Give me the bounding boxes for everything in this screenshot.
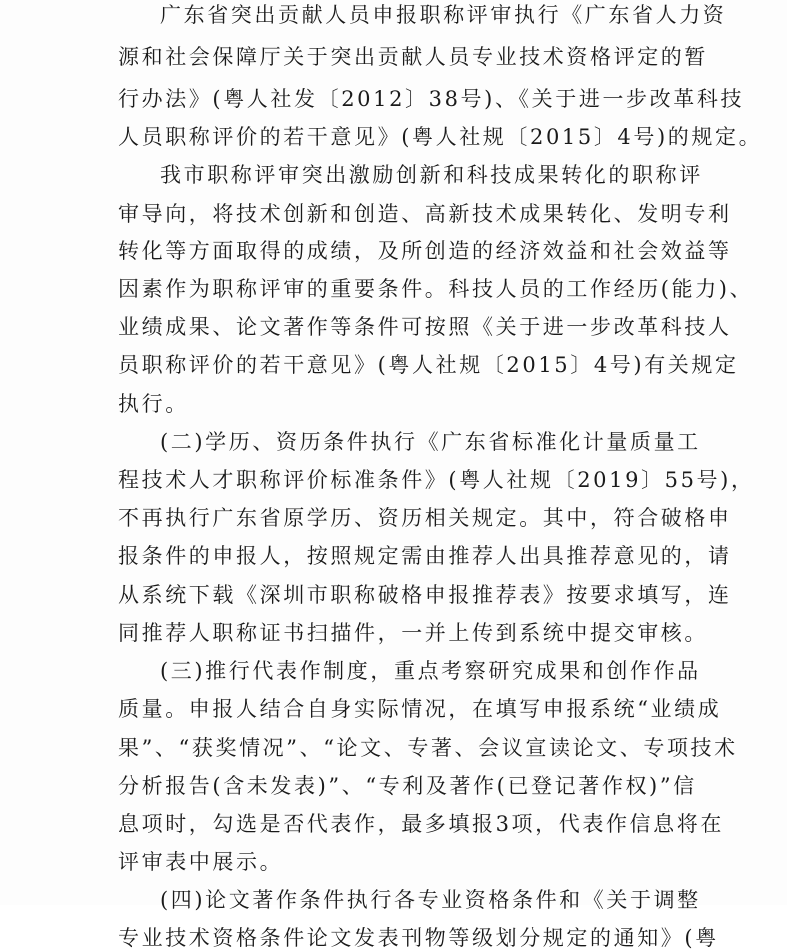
text-line: 专业技术资格条件论文发表刊物等级划分规定的通知》(粤 (118, 926, 719, 950)
text-line: 转化等方面取得的成绩，及所创造的经济效益和社会效益等 (118, 239, 732, 263)
text-line: 同推荐人职称证书扫描件，一并上传到系统中提交审核。 (118, 621, 708, 645)
text-line: 人员职称评价的若干意见》(粤人社规〔2015〕4号)的规定。 (118, 125, 763, 149)
text-line: 不再执行广东省原学历、资历相关规定。其中，符合破格申 (118, 506, 732, 530)
text-line: 我市职称评审突出激励创新和科技成果转化的职称评 (160, 163, 703, 187)
text-line: 从系统下载《深圳市职称破格申报推荐表》按要求填写，连 (118, 583, 732, 607)
text-line: 源和社会保障厅关于突出贡献人员专业技术资格评定的暂 (118, 45, 708, 69)
text-line: 因素作为职称评审的重要条件。科技人员的工作经历(能力)、 (118, 277, 754, 301)
text-line: 质量。申报人结合自身实际情况，在填写申报系统“业绩成 (118, 697, 722, 721)
text-line: 程技术人才职称评价标准条件》(粤人社规〔2019〕55号)， (118, 468, 755, 492)
text-line: 评审表中展示。 (118, 850, 284, 874)
text-line: (三)推行代表作制度，重点考察研究成果和创作作品 (160, 659, 701, 683)
text-line: 员职称评价的若干意见》(粤人社规〔2015〕4号)有关规定 (118, 353, 739, 377)
text-line: 执行。 (118, 392, 189, 416)
text-line: 行办法》(粤人社发〔2012〕38号)、《关于进一步改革科技 (118, 87, 745, 111)
text-line: 果”、“获奖情况”、“论文、专著、会议宣读论文、专项技术 (118, 736, 738, 760)
text-line: 广东省突出贡献人员申报职称评审执行《广东省人力资 (160, 3, 727, 27)
text-line: (四)论文著作条件执行各专业资格条件和《关于调整 (160, 888, 701, 912)
text-line: (二)学历、资历条件执行《广东省标准化计量质量工 (160, 430, 701, 454)
text-line: 审导向，将技术创新和创造、高新技术成果转化、发明专利 (118, 202, 732, 226)
text-line: 息项时，勾选是否代表作，最多填报3项，代表作信息将在 (118, 812, 724, 836)
text-line: 业绩成果、论文著作等条件可按照《关于进一步改革科技人 (118, 315, 732, 339)
text-line: 分析报告(含未发表)”、“专利及著作(已登记著作权)”信 (118, 774, 697, 798)
text-line: 报条件的申报人，按照规定需由推荐人出具推荐意见的，请 (118, 544, 732, 568)
